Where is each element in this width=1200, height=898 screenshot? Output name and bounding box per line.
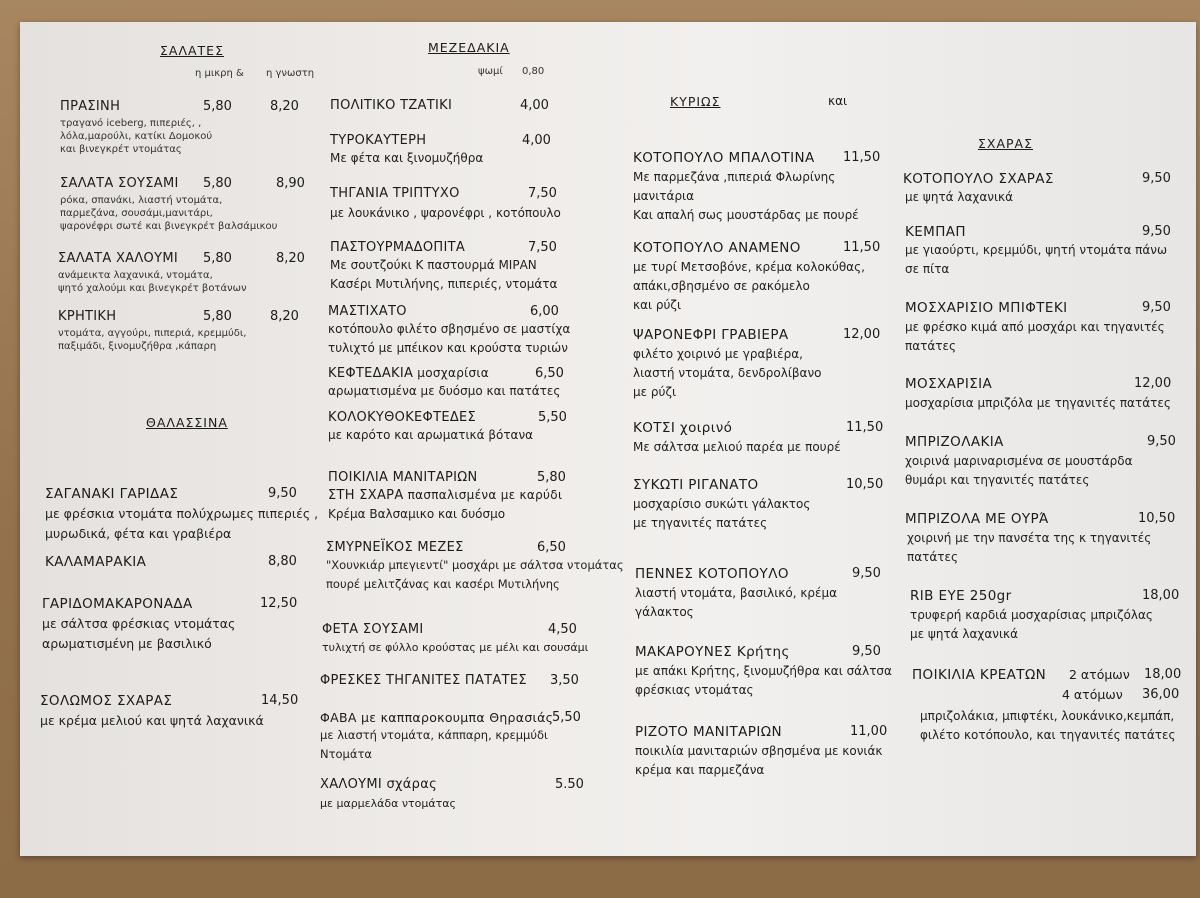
meze-price: 7,50	[528, 186, 557, 201]
meze-desc: με καρότο και αρωματικά βότανα	[328, 428, 534, 442]
meze-price: 5,50	[552, 710, 581, 725]
grill-dish-name: ΜΟΣΧΑΡΙΣΙΑ	[905, 376, 993, 392]
main-dish-desc: Με σάλτσα μελιού παρέα με πουρέ	[633, 440, 841, 454]
seafood-name: ΣΑΓΑΝΑΚΙ ΓΑΡΙΔΑΣ	[45, 486, 179, 502]
grill-dish-price: 9,50	[1142, 171, 1171, 186]
main-dish-name: ΣΥΚΩΤΙ ΡΙΓΑΝΑΤΟ	[633, 477, 759, 493]
salad-name: ΣΑΛΑΤΑ ΣΟΥΣΑΜΙ	[60, 176, 179, 191]
main-dish-name: ΚΟΤΣΙ χοιρινό	[633, 420, 733, 436]
seafood-price: 14,50	[261, 693, 299, 708]
main-dish-price: 11,50	[843, 240, 881, 255]
salad-name: ΠΡΑΣΙΝΗ	[60, 99, 121, 114]
main-dish-desc: μοσχαρίσιο συκώτι γάλακτος με τηγανιτές πατάτες	[633, 497, 811, 530]
main-dish-price: 11,50	[846, 420, 884, 435]
salad-name: ΣΑΛΑΤΑ ΧΑΛΟΥΜΙ	[58, 251, 178, 266]
grill-dish-desc: χοιρινή με την πανσέτα της κ τηγανιτές πατάτες	[907, 531, 1152, 564]
grill-dish-price: 9,50	[1142, 224, 1171, 239]
salad-price-big: 8,20	[270, 309, 299, 324]
seafood-name: ΣΟΛΩΜΟΣ ΣΧΑΡΑΣ	[40, 693, 173, 709]
seafood-price: 8,80	[268, 554, 297, 569]
meze-name: ΣΜΥΡΝΕΪΚΟΣ ΜΕΖΕΣ	[326, 540, 464, 555]
grill-dish-name: RIB EYE 250gr	[910, 588, 1012, 604]
kyrios-title: ΚΥΡΙΩΣ	[670, 94, 721, 109]
main-dish-desc: φιλέτο χοιρινό με γραβιέρα, λιαστή ντομάτα, δενδρολίβανο με ρύζι	[633, 347, 822, 399]
main-dish-desc: με τυρί Μετσοβόνε, κρέμα κολοκύθας, απάκι,σβησμένο σε ρακόμελο και ρύζι	[633, 260, 865, 312]
salad-desc: τραγανό iceberg, πιπεριές, , λόλα,μαρούλι, κατίκι Δομοκού και βινεγκρέτ ντομάτας	[60, 118, 213, 155]
meze-desc: κοτόπουλο φιλέτο σβησμένο σε μαστίχα τυλιχτό με μπέικον και κρούστα τυριών	[328, 322, 571, 355]
meze-desc: "Χουνκιάρ μπεγιεντί" μοσχάρι με σάλτσα ντομάτας πουρέ μελιτζάνας και κασέρι Μυτιλήνης	[326, 558, 624, 591]
grill-dish-name: ΚΕΜΠΑΠ	[905, 224, 966, 240]
grill-dish-desc: με γιαούρτι, κρεμμύδι, ψητή ντομάτα πάνω σε πίτα	[905, 243, 1168, 276]
meze-desc: αρωματισμένα με δυόσμο και πατάτες	[328, 384, 561, 398]
grill-dish-price: 18,00	[1142, 588, 1180, 603]
meze-price: 6,50	[537, 540, 566, 555]
grill-dish-price: 9,50	[1142, 300, 1171, 315]
salad-price-big: 8,90	[276, 176, 305, 191]
salates-size-big-label: η γνωστη	[266, 68, 315, 79]
meze-price: 4,00	[520, 98, 549, 113]
meze-name-line2: ΣΤΗ ΣΧΑΡΑ πασπαλισμένα με καρύδι	[328, 488, 563, 503]
main-dish-name: ΡΙΖΟΤΟ ΜΑΝΙΤΑΡΙΩΝ	[635, 724, 782, 740]
salad-price-small: 5,80	[203, 251, 232, 266]
main-dish-price: 12,00	[843, 327, 881, 342]
grill-dish-price: 18,00	[1144, 667, 1182, 682]
salad-price-small: 5,80	[203, 309, 232, 324]
grill-dish-name: ΜΠΡΙΖΟΛΑΚΙΑ	[905, 434, 1004, 450]
grill-option-label: 4 ατόμων	[1062, 687, 1123, 702]
main-dish-desc: λιαστή ντομάτα, βασιλικό, κρέμα γάλακτος	[635, 586, 838, 619]
main-dish-name: ΠΕΝΝΕΣ ΚΟΤΟΠΟΥΛΟ	[635, 566, 789, 582]
seafood-price: 9,50	[268, 486, 297, 501]
mezedakia-title: ΜΕΖΕΔΑΚΙΑ	[428, 40, 510, 55]
main-dish-name: ΜΑΚΑΡΟΥΝΕΣ Κρήτης	[635, 644, 790, 660]
grill-dish-desc: με φρέσκο κιμά από μοσχάρι και τηγανιτές πατάτες	[905, 320, 1165, 353]
salates-title: ΣΑΛΑΤΕΣ	[160, 43, 224, 58]
meze-name: ΚΟΛΟΚΥΘΟΚΕΦΤΕΔΕΣ	[328, 410, 477, 425]
grill-dish-desc: μοσχαρίσια μπριζόλα με τηγανιτές πατάτες	[905, 396, 1171, 410]
seafood-desc: με σάλτσα φρέσκιας ντομάτας αρωματισμένη με βασιλικό	[42, 616, 236, 651]
salates-size-small-label: η μικρη &	[195, 68, 244, 79]
salad-price-big: 8,20	[270, 99, 299, 114]
main-dish-desc: Με παρμεζάνα ,πιπεριά Φλωρίνης μανιτάρια Και απαλή σως μουστάρδας με πουρέ	[633, 170, 859, 222]
main-dish-price: 11,00	[850, 724, 888, 739]
grill-dish-price: 36,00	[1142, 687, 1180, 702]
grill-dish-name: ΚΟΤΟΠΟΥΛΟ ΣΧΑΡΑΣ	[903, 171, 1054, 187]
meze-name: ΦΕΤΑ ΣΟΥΣΑΜΙ	[322, 622, 424, 637]
salad-desc: ρόκα, σπανάκι, λιαστή ντομάτα, παρμεζάνα, σουσάμι,μανιτάρι, ψαρονέφρι σωτέ και βινεγκρέτ βαλσάμικου	[60, 195, 278, 232]
main-dish-desc: με απάκι Κρήτης, ξινομυζήθρα και σάλτσα φρέσκιας ντομάτας	[635, 664, 892, 697]
grill-dish-desc: χοιρινά μαριναρισμένα σε μουστάρδα θυμάρι και τηγανιτές πατάτες	[905, 454, 1133, 487]
grill-dish-price: 10,50	[1138, 511, 1176, 526]
seafood-desc: με κρέμα μελιού και ψητά λαχανικά	[40, 713, 264, 728]
salad-price-small: 5,80	[203, 176, 232, 191]
main-dish-price: 9,50	[852, 644, 881, 659]
bread-price: 0,80	[522, 66, 545, 77]
sxaras-title: ΣΧΑΡΑΣ	[978, 136, 1033, 151]
meze-desc: Με σουτζούκι Κ παστουρμά ΜΙΡΑΝ Κασέρι Μυτιλήνης, πιπεριές, ντομάτα	[330, 258, 558, 291]
meze-price: 5,50	[538, 410, 567, 425]
grill-dish-desc: με ψητά λαχανικά	[905, 190, 1014, 204]
main-dish-name: ΚΟΤΟΠΟΥΛΟ ΑΝΑΜΕΝΟ	[633, 240, 801, 256]
salad-desc: ανάμεικτα λαχανικά, ντομάτα, ψητό χαλούμι και βινεγκρέτ βοτάνων	[58, 270, 247, 294]
meze-name: ΤΥΡΟΚΑΥΤΕΡΗ	[330, 133, 427, 148]
main-dish-name: ΨΑΡΟΝΕΦΡΙ ΓΡΑΒΙΕΡΑ	[633, 327, 789, 343]
seafood-name: ΚΑΛΑΜΑΡΑΚΙΑ	[45, 554, 147, 570]
main-dish-desc: ποικιλία μανιταριών σβησμένα με κονιάκ κρέμα και παρμεζάνα	[635, 744, 883, 777]
grill-dish-desc: μπριζολάκια, μπιφτέκι, λουκάνικο,κεμπάπ, φιλέτο κοτόπουλο, και τηγανιτές πατάτες	[920, 709, 1176, 742]
meze-desc: Κρέμα Βαλσαμικο και δυόσμο	[328, 507, 506, 521]
salad-price-small: 5,80	[203, 99, 232, 114]
meze-price: 3,50	[550, 673, 579, 688]
salad-name: ΚΡΗΤΙΚΗ	[58, 309, 117, 324]
salad-desc: ντομάτα, αγγούρι, πιπεριά, κρεμμύδι, παξιμάδι, ξινομυζήθρα ,κάπαρη	[58, 328, 247, 352]
main-dish-price: 11,50	[843, 150, 881, 165]
main-dish-name: ΚΟΤΟΠΟΥΛΟ ΜΠΑΛΟΤΙΝΑ	[633, 150, 815, 166]
meze-name: ΦΡΕΣΚΕΣ ΤΗΓΑΝΙΤΕΣ ΠΑΤΑΤΕΣ	[320, 673, 527, 688]
meze-name: ΦΑΒΑ με καππαροκουμπα Θηρασιάς	[320, 710, 554, 725]
seafood-desc: με φρέσκια ντομάτα πολύχρωμες πιπεριές , μυρωδικά, φέτα και γραβιέρα	[45, 506, 319, 541]
main-dish-price: 9,50	[852, 566, 881, 581]
meze-price: 5.50	[555, 777, 584, 792]
salad-price-big: 8,20	[276, 251, 305, 266]
grill-dish-price: 9,50	[1147, 434, 1176, 449]
meze-name: ΚΕΦΤΕΔΑΚΙΑ μοσχαρίσια	[328, 366, 489, 381]
grill-option-label: 2 ατόμων	[1069, 667, 1130, 682]
meze-name: ΠΟΛΙΤΙΚΟ ΤΖΑΤΙΚΙ	[330, 98, 453, 113]
meze-name: ΜΑΣΤΙΧΑΤΟ	[328, 304, 407, 319]
meze-desc: με μαρμελάδα ντομάτας	[320, 797, 456, 810]
meze-price: 4,00	[522, 133, 551, 148]
seafood-name: ΓΑΡΙΔΟΜΑΚΑΡΟΝΑΔΑ	[42, 596, 193, 612]
meze-desc: Με φέτα και ξινομυζήθρα	[330, 151, 484, 165]
meze-name: ΤΗΓΑΝΙΑ ΤΡΙΠΤΥΧΟ	[330, 186, 460, 201]
thalassina-title: ΘΑΛΑΣΣΙΝΑ	[146, 415, 228, 430]
meze-price: 6,50	[535, 366, 564, 381]
grill-dish-name: ΜΟΣΧΑΡΙΣΙΟ ΜΠΙΦΤΕΚΙ	[905, 300, 1068, 316]
main-dish-price: 10,50	[846, 477, 884, 492]
grill-dish-name: ΜΠΡΙΖΟΛΑ ΜΕ ΟΥΡΆ	[905, 511, 1049, 527]
meze-desc: τυλιχτή σε φύλλο κρούστας με μέλι και σουσάμι	[322, 641, 589, 654]
meze-price: 4,50	[548, 622, 577, 637]
meze-price: 5,80	[537, 470, 566, 485]
seafood-price: 12,50	[260, 596, 298, 611]
grill-dish-price: 12,00	[1134, 376, 1172, 391]
grill-dish-name: ΠΟΙΚΙΛΙΑ ΚΡΕΑΤΩΝ	[912, 667, 1047, 683]
meze-name: ΠΟΙΚΙΛΙΑ ΜΑΝΙΤΑΡΙΩΝ	[328, 470, 478, 485]
meze-desc: με λιαστή ντομάτα, κάππαρη, κρεμμύδι Ντομάτα	[320, 728, 548, 761]
meze-name: ΧΑΛΟΥΜΙ σχάρας	[320, 777, 438, 792]
meze-name: ΠΑΣΤΟΥΡΜΑΔΟΠΙΤΑ	[330, 240, 466, 255]
meze-price: 7,50	[528, 240, 557, 255]
bread-label: ψωμί	[478, 66, 503, 77]
grill-dish-desc: τρυφερή καρδιά μοσχαρίσιας μπριζόλας με ψητά λαχανικά	[910, 608, 1153, 641]
meze-price: 6,00	[530, 304, 559, 319]
kyrios-title-and: και	[828, 94, 848, 108]
meze-desc: με λουκάνικο , ψαρονέφρι , κοτόπουλο	[330, 206, 561, 220]
